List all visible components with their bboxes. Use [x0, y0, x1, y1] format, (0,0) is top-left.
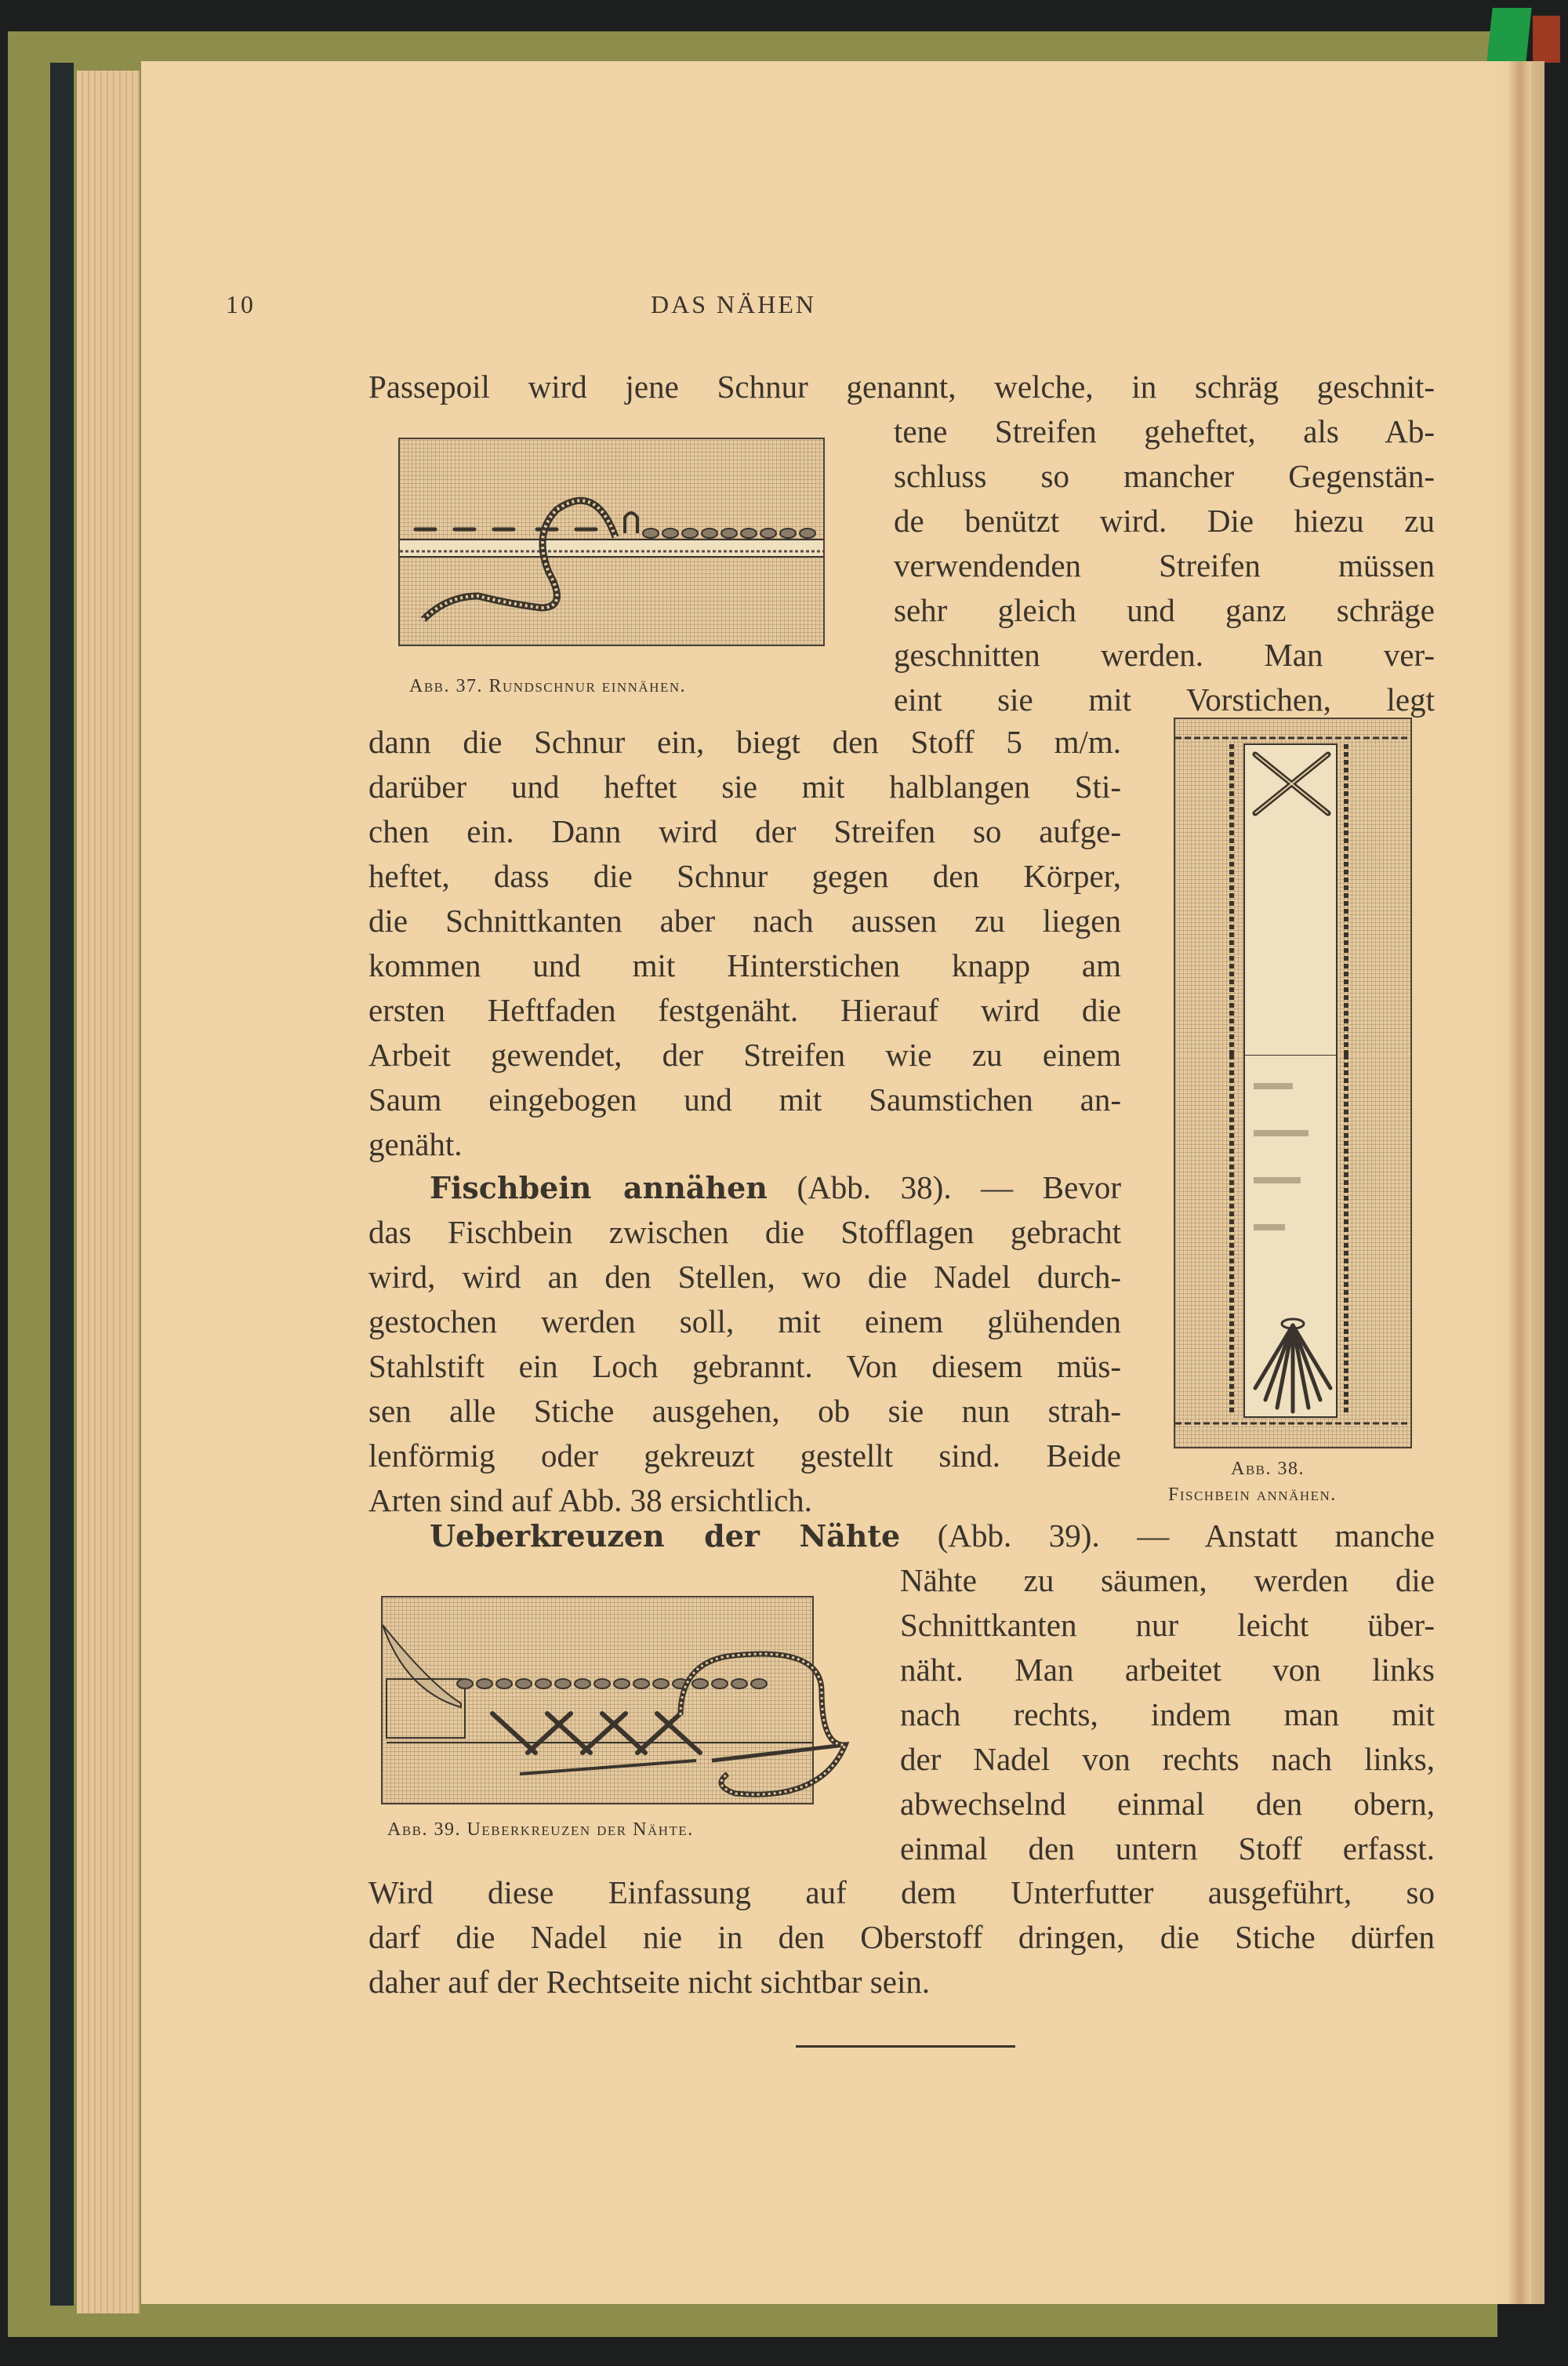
figure-38-caption-title: Fischbein annähen.	[1168, 1485, 1337, 1505]
text-line: näht. Man arbeitet von links	[900, 1652, 1435, 1688]
text-line: Wird diese Einfassung auf dem Unterfutter ausgeführt, so	[368, 1874, 1435, 1910]
figure-39-illustration	[381, 1596, 814, 1804]
endpaper-edge	[50, 63, 74, 2306]
figure-37-illustration	[398, 438, 825, 646]
text-line: schluss so mancher Gegenstän-	[894, 458, 1435, 494]
text-line: tene Streifen geheftet, als Ab-	[894, 413, 1435, 449]
text-line: Arten sind auf Abb. 38 ersichtlich.	[368, 1482, 812, 1518]
text-line: genäht.	[368, 1126, 463, 1162]
text-line: darf die Nadel nie in den Oberstoff dringen, die Stiche dürfen	[368, 1919, 1435, 1955]
figure-38-illustration	[1174, 718, 1412, 1058]
text-line: chen ein. Dann wird der Streifen so aufge-	[368, 813, 1121, 849]
figure-38-illustration-lower	[1174, 1055, 1412, 1448]
text-line: Stahlstift ein Loch gebrannt. Von diesem müs-	[368, 1348, 1121, 1384]
text-line: der Nadel von rechts nach links,	[900, 1741, 1435, 1777]
text-line: geschnitten werden. Man ver-	[894, 637, 1435, 673]
heading-reference: (Abb. 38). — Bevor	[767, 1169, 1121, 1205]
page-stack-edge	[77, 71, 140, 2313]
text-line	[368, 1165, 1121, 1210]
cord-sewing-drawing	[400, 439, 823, 645]
text-line: eint sie mit Vorstichen, legt	[894, 681, 1435, 718]
text-line: Passepoil wird jene Schnur genannt, welche, in schräg geschnit-	[368, 369, 1435, 405]
whalebone-sewing-drawing	[1175, 719, 1410, 1056]
text-line: Nähte zu säumen, werden die	[900, 1562, 1435, 1598]
section-heading-ueberkreuzen: Ueberkreuzen der Nähte	[430, 1518, 901, 1554]
text-line: heftet, dass die Schnur gegen den Körper,	[368, 858, 1121, 894]
text-line: abwechselnd einmal den obern,	[900, 1786, 1435, 1822]
heading-reference: (Abb. 39). — Anstatt manche	[900, 1517, 1436, 1554]
running-title: DAS NÄHEN	[651, 290, 816, 318]
bookmark-ribbon-red	[1533, 16, 1560, 63]
text-line: de benützt wird. Die hiezu zu	[894, 503, 1435, 539]
paragraph-ueberkreuzen-final	[368, 1870, 1435, 2004]
text-line: die Schnittkanten aber nach aussen zu liegen	[368, 903, 1121, 939]
cross-stitch-seam-drawing	[383, 1597, 812, 1803]
bookmark-ribbon-green	[1486, 8, 1531, 63]
text-line: das Fischbein zwischen die Stofflagen gebracht	[368, 1214, 1121, 1250]
paragraph-ueberkreuzen-right-column	[900, 1558, 1435, 1871]
whalebone-fan-drawing	[1175, 1055, 1410, 1447]
paragraph-passepoil-intro	[368, 365, 1435, 409]
text-line: einmal den untern Stoff erfasst.	[900, 1830, 1435, 1866]
text-line: Schnittkanten nur leicht über-	[900, 1607, 1435, 1643]
text-line: dann die Schnur ein, biegt den Stoff 5 m/m.	[368, 724, 1121, 760]
text-line: darüber und heftet sie mit halblangen Sti-	[368, 769, 1121, 805]
text-line: lenförmig oder gekreuzt gestellt sind. Beide	[368, 1437, 1121, 1474]
figure-37-caption: Abb. 37. Rundschnur einnähen.	[409, 676, 687, 696]
end-rule-divider	[796, 2045, 1015, 2048]
text-line	[368, 1514, 1435, 1558]
text-line: ersten Heftfaden festgenäht. Hierauf wird die	[368, 992, 1121, 1028]
text-line: sehr gleich und ganz schräge	[894, 592, 1435, 628]
text-line: gestochen werden soll, mit einem glühenden	[368, 1303, 1121, 1339]
text-line: sen alle Stiche ausgehen, ob sie nun strah-	[368, 1393, 1121, 1429]
paragraph-fischbein	[368, 1165, 1121, 1523]
text-line: Saum eingebogen und mit Saumstichen an-	[368, 1081, 1121, 1118]
page-fold	[1509, 61, 1531, 2304]
text-line: nach rechts, indem man mit	[900, 1696, 1435, 1732]
text-line: kommen und mit Hinterstichen knapp am	[368, 947, 1121, 983]
text-line: wird, wird an den Stellen, wo die Nadel durch-	[368, 1259, 1121, 1295]
paragraph-passepoil-continued	[368, 720, 1121, 1167]
text-line: daher auf der Rechtseite nicht sichtbar sein.	[368, 1964, 931, 2000]
figure-39-caption: Abb. 39. Ueberkreuzen der Nähte.	[387, 1819, 694, 1840]
section-heading-fischbein: Fischbein annähen	[430, 1170, 768, 1205]
text-line: Arbeit gewendet, der Streifen wie zu einem	[368, 1037, 1121, 1073]
text-line: verwendenden Streifen müssen	[894, 547, 1435, 583]
page-number: 10	[226, 290, 256, 318]
paragraph-ueberkreuzen-heading	[368, 1514, 1435, 1558]
figure-38-caption-number: Abb. 38.	[1231, 1459, 1305, 1479]
paragraph-passepoil-right-column	[894, 409, 1435, 722]
